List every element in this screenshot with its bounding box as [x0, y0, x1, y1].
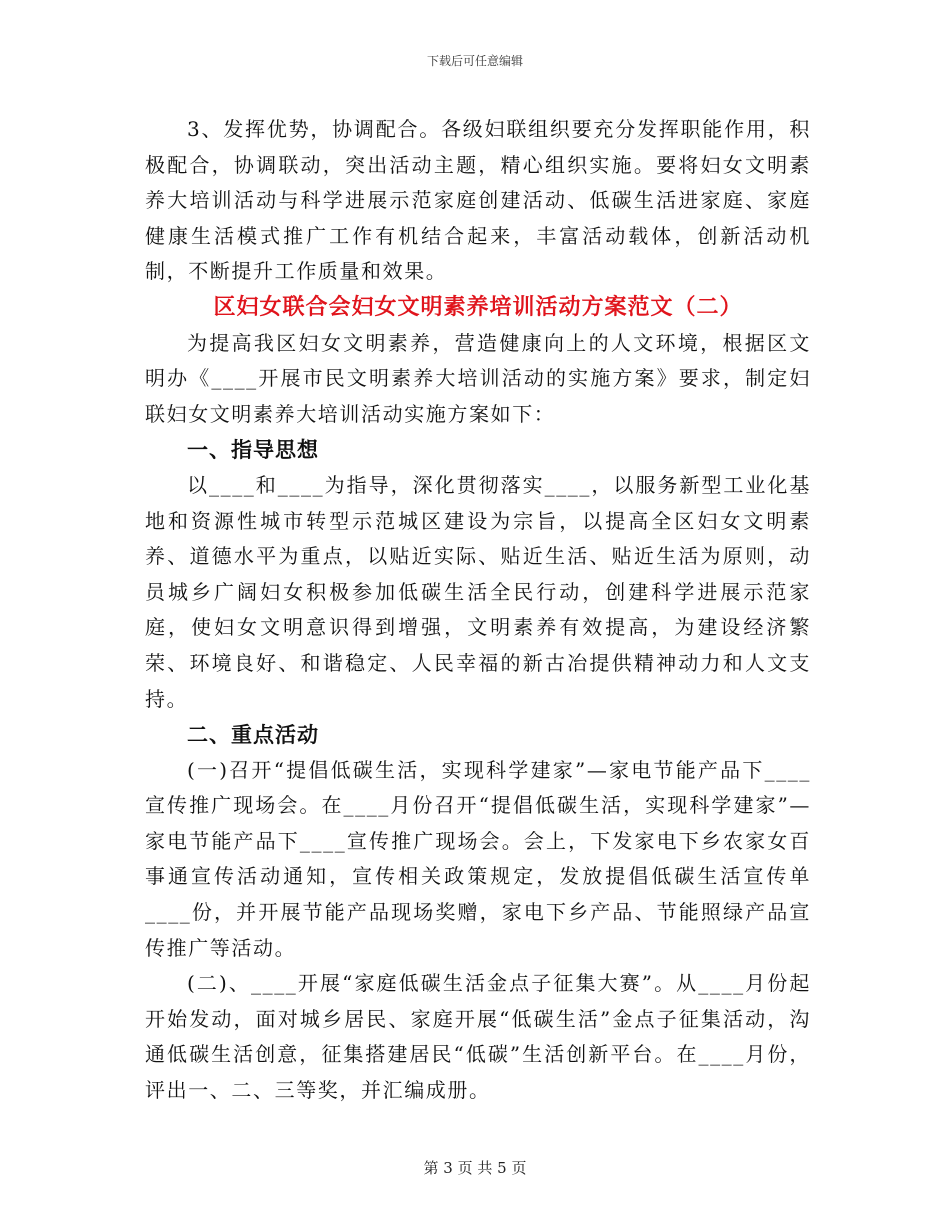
- activity-item-2: (二)、____开展“家庭低碳生活金点子征集大赛”。从____月份起开始发动，面对城乡居民、家庭开展“低碳生活”金点子征集活动，沟通低碳生活创意，征集搭建居民“低碳”生活创新平台。在____月份，评出一、二、三等奖，并汇编成册。: [145, 971, 811, 1103]
- heading-key-activities: 二、重点活动: [187, 722, 319, 748]
- page-footer: 第 3 页 共 5 页: [423, 1159, 527, 1177]
- guiding-ideology-paragraph: 以____和____为指导，深化贯彻落实____，以服务新型工业化基地和资源性城市转型示范城区建设为宗旨，以提高全区妇女文明素养、道德水平为重点，以贴近实际、贴近生活、贴近生活为原则，动员城乡广阔妇女积极参加低碳生活全民行动，创建科学进展示范家庭，使妇女文明意识得到增强，文明素养有效提高，为建设经济繁荣、环境良好、和谐稳定、人民幸福的新古冶提供精神动力和人文支持。: [145, 472, 811, 711]
- activity-item-1: (一)召开“提倡低碳生活，实现科学建家”—家电节能产品下____宣传推广现场会。在____月份召开“提倡低碳生活，实现科学建家”—家电节能产品下____宣传推广现场会。会上，下发家电下乡农家女百事通宣传活动通知，宣传相关政策规定，发放提倡低碳生活宣传单____份，并开展节能产品现场奖赠，家电下乡产品、节能照绿产品宣传推广等活动。: [145, 757, 811, 960]
- document-body: [145, 112, 811, 1109]
- paragraph-item-3: 3、发挥优势，协调配合。各级妇联组织要充分发挥职能作用，积极配合，协调联动，突出活动主题，精心组织实施。要将妇女文明素养大培训活动与科学进展示范家庭创建活动、低碳生活进家庭、家庭健康生活模式推广工作有机结合起来，丰富活动载体，创新活动机制，不断提升工作质量和效果。: [145, 117, 811, 284]
- heading-guiding-ideology: 一、指导思想: [187, 437, 319, 463]
- intro-paragraph: 为提高我区妇女文明素养，营造健康向上的人文环境，根据区文明办《____开展市民文明素养大培训活动的实施方案》要求，制定妇联妇女文明素养大培训活动实施方案如下：: [145, 330, 811, 426]
- document-title: 区妇女联合会妇女文明素养培训活动方案范文（二）: [213, 293, 743, 320]
- page-header: 下载后可任意编辑: [426, 54, 523, 68]
